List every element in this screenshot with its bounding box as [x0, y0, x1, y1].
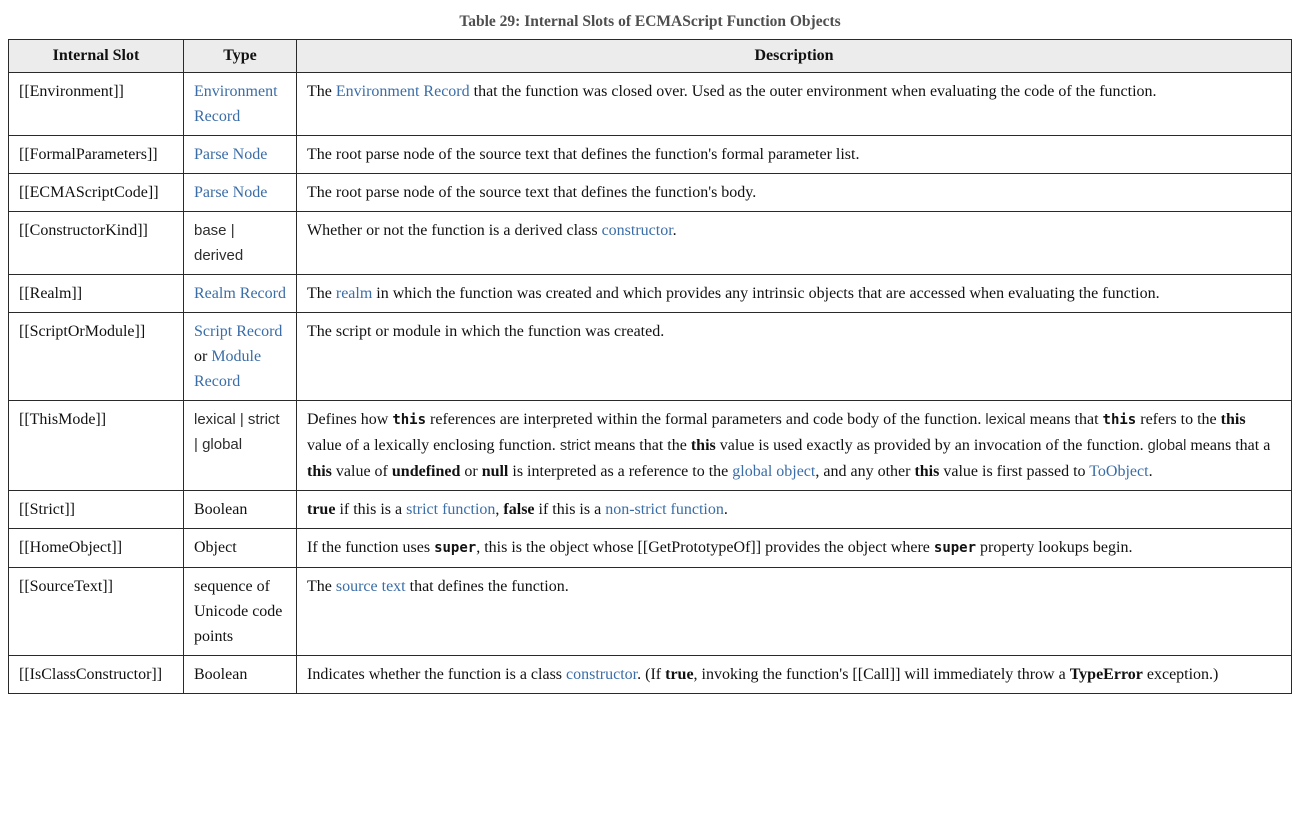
- description-cell: [297, 275, 1292, 313]
- link-constructor[interactable]: constructor: [566, 666, 638, 683]
- table-row-ecmascriptcode: [9, 174, 1292, 212]
- text: Boolean: [194, 501, 248, 518]
- type-cell: [184, 656, 297, 694]
- text: .: [723, 501, 728, 518]
- slot-cell: [[ScriptOrModule]]: [9, 313, 184, 401]
- text: if this is a: [335, 501, 407, 518]
- text: refers to the: [1136, 411, 1221, 428]
- link-environment-record[interactable]: Environment Record: [194, 83, 278, 125]
- bold-text: this: [914, 463, 940, 480]
- table-row-strict: [9, 491, 1292, 529]
- text: .: [672, 222, 677, 239]
- text: .: [1148, 463, 1153, 480]
- text: means that: [1025, 411, 1103, 428]
- text: The: [307, 578, 336, 595]
- slot-cell: [[SourceText]]: [9, 568, 184, 656]
- description-cell: [297, 568, 1292, 656]
- type-cell: [184, 529, 297, 568]
- text: Indicates whether the function is a class: [307, 666, 567, 683]
- text: , invoking the function's [[Call]] will immediately throw a: [693, 666, 1070, 683]
- text: , and any other: [815, 463, 915, 480]
- table-row-thismode: [9, 401, 1292, 491]
- text: If the function uses: [307, 539, 435, 556]
- enum-value: lexical: [985, 412, 1026, 428]
- link-environment-record[interactable]: Environment Record: [335, 83, 470, 100]
- table-row-sourcetext: [9, 568, 1292, 656]
- table-row-isclassconstructor: [9, 656, 1292, 694]
- description-cell: [297, 656, 1292, 694]
- bold-text: null: [481, 463, 509, 480]
- table-header: [9, 40, 1292, 73]
- text: property lookups begin.: [976, 539, 1133, 556]
- description-cell: [297, 491, 1292, 529]
- text: exception.): [1142, 666, 1219, 683]
- text: value is first passed to: [939, 463, 1090, 480]
- text: is interpreted as a reference to the: [508, 463, 733, 480]
- link-global-object[interactable]: global object: [732, 463, 816, 480]
- text: Defines how: [307, 411, 393, 428]
- slot-cell: [[ThisMode]]: [9, 401, 184, 491]
- table-row-realm: [9, 275, 1292, 313]
- column-header-type: Type: [184, 40, 297, 73]
- enum-value: base | derived: [194, 222, 244, 264]
- type-cell: [184, 568, 297, 656]
- type-cell: [184, 313, 297, 401]
- text: or: [460, 463, 482, 480]
- bold-text: true: [307, 501, 336, 518]
- bold-text: this: [690, 437, 716, 454]
- table-row-homeobject: [9, 529, 1292, 568]
- column-header-internal-slot: Internal Slot: [9, 40, 184, 73]
- code-text: super: [933, 540, 977, 556]
- text: in which the function was created and which provides any intrinsic objects that are accessed when evaluating the function.: [372, 285, 1160, 302]
- code-text: this: [392, 412, 427, 428]
- column-header-description: Description: [297, 40, 1292, 73]
- type-cell: [184, 275, 297, 313]
- text: that defines the function.: [405, 578, 569, 595]
- text: if this is a: [534, 501, 606, 518]
- type-cell: [184, 73, 297, 136]
- internal-slots-table: [8, 39, 1292, 694]
- text: Whether or not the function is a derived class: [307, 222, 602, 239]
- table-row-constructorkind: [9, 212, 1292, 275]
- description-cell: [297, 73, 1292, 136]
- text: or: [194, 348, 212, 365]
- text: references are interpreted within the formal parameters and code body of the function.: [426, 411, 986, 428]
- text: Boolean: [194, 666, 248, 683]
- type-cell: [184, 174, 297, 212]
- text: value of a lexically enclosing function.: [307, 437, 560, 454]
- text: The: [307, 285, 336, 302]
- enum-value: global: [1147, 438, 1187, 454]
- slot-cell: [[Environment]]: [9, 73, 184, 136]
- link-realm-record[interactable]: Realm Record: [194, 285, 286, 302]
- slot-cell: [[Realm]]: [9, 275, 184, 313]
- enum-value: strict: [559, 438, 591, 454]
- type-cell: [184, 491, 297, 529]
- code-text: this: [1102, 412, 1137, 428]
- description-cell: [297, 212, 1292, 275]
- enum-value: lexical | strict | global: [194, 411, 280, 453]
- link-strict-function[interactable]: strict function: [406, 501, 496, 518]
- slot-cell: [[ConstructorKind]]: [9, 212, 184, 275]
- description-cell: [297, 529, 1292, 568]
- slot-cell: [[Strict]]: [9, 491, 184, 529]
- text: , this is the object whose [[GetPrototypeOf]] provides the object where: [476, 539, 934, 556]
- type-cell: [184, 136, 297, 174]
- link-parse-node[interactable]: Parse Node: [194, 146, 268, 163]
- text: The root parse node of the source text that defines the function's formal parameter list.: [307, 146, 860, 163]
- bold-text: this: [1220, 411, 1246, 428]
- description-cell: [297, 136, 1292, 174]
- link-realm[interactable]: realm: [335, 285, 373, 302]
- text: . (If: [637, 666, 666, 683]
- link-script-record[interactable]: Script Record: [194, 323, 283, 340]
- table-row-formalparameters: [9, 136, 1292, 174]
- table-row-environment: [9, 73, 1292, 136]
- bold-text: true: [665, 666, 694, 683]
- text: that the function was closed over. Used as the outer environment when evaluating the code of the function.: [469, 83, 1157, 100]
- table-row-scriptormodule: [9, 313, 1292, 401]
- bold-text: undefined: [391, 463, 461, 480]
- text: The: [307, 83, 336, 100]
- link-toobject[interactable]: ToObject: [1089, 463, 1149, 480]
- text: means that a: [1186, 437, 1271, 454]
- slot-cell: [[ECMAScriptCode]]: [9, 174, 184, 212]
- type-cell: [184, 212, 297, 275]
- text: ,: [495, 501, 504, 518]
- text: The script or module in which the function was created.: [307, 323, 665, 340]
- text: value of: [331, 463, 392, 480]
- slot-cell: [[HomeObject]]: [9, 529, 184, 568]
- text: means that the: [590, 437, 691, 454]
- text: The root parse node of the source text that defines the function's body.: [307, 184, 757, 201]
- header-row: [9, 40, 1292, 73]
- text: sequence of Unicode code points: [194, 578, 283, 645]
- link-constructor[interactable]: constructor: [601, 222, 673, 239]
- text: Object: [194, 539, 237, 556]
- description-cell: [297, 313, 1292, 401]
- text: value is used exactly as provided by an invocation of the function.: [715, 437, 1148, 454]
- link-module-record[interactable]: Module Record: [194, 348, 262, 390]
- slot-cell: [[FormalParameters]]: [9, 136, 184, 174]
- table-body: [9, 73, 1292, 694]
- bold-text: this: [307, 463, 332, 480]
- bold-text: TypeError: [1069, 666, 1143, 683]
- table-caption: Table 29: Internal Slots of ECMAScript Function Objects: [459, 13, 841, 30]
- link-non-strict-function[interactable]: non-strict function: [605, 501, 724, 518]
- description-cell: [297, 174, 1292, 212]
- link-source-text[interactable]: source text: [335, 578, 406, 595]
- description-cell: [297, 401, 1292, 491]
- link-parse-node[interactable]: Parse Node: [194, 184, 268, 201]
- bold-text: false: [503, 501, 535, 518]
- slot-cell: [[IsClassConstructor]]: [9, 656, 184, 694]
- code-text: super: [434, 540, 477, 556]
- type-cell: [184, 401, 297, 491]
